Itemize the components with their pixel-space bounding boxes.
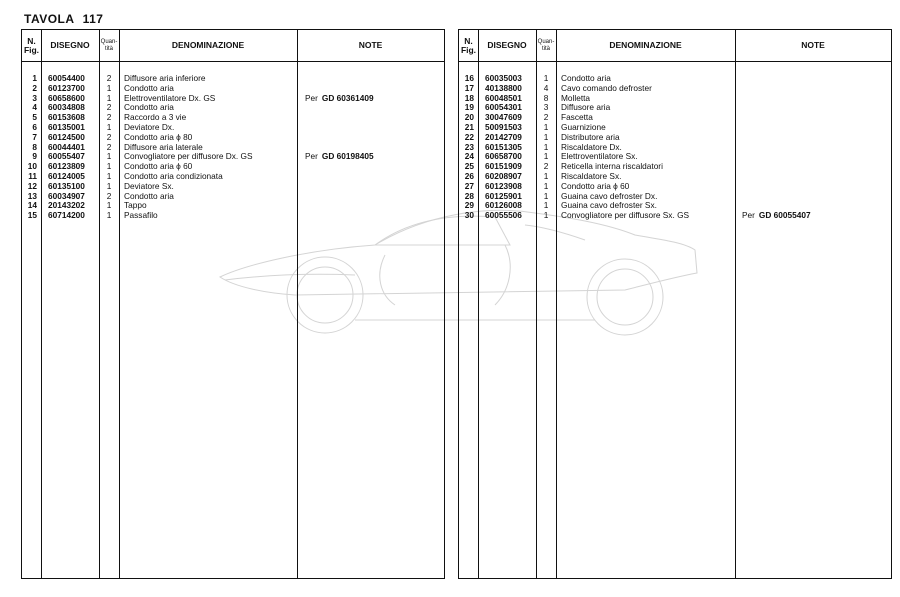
table-row: [459, 172, 891, 182]
description: Riscaldatore Dx.: [561, 141, 622, 152]
quantity: 2: [543, 161, 549, 172]
fig-number: 12: [27, 180, 37, 191]
part-number: 30047609: [485, 112, 522, 123]
quantity: 2: [106, 73, 112, 83]
quantity: 1: [543, 170, 549, 181]
description: Fascetta: [561, 112, 593, 123]
table-row: [459, 74, 891, 84]
description: Tappo: [124, 200, 147, 211]
fig-number: 17: [464, 82, 474, 93]
quantity: 4: [543, 82, 549, 93]
page-title: [24, 12, 103, 26]
header-denominazione: DENOMINAZIONE: [609, 40, 682, 50]
quantity: 2: [106, 131, 112, 142]
part-number: 60151305: [485, 141, 522, 152]
header-quantita: Quan- tità: [537, 38, 555, 52]
description: Deviatore Dx.: [124, 121, 175, 132]
header-note: NOTE: [801, 40, 825, 50]
part-number: 60658600: [48, 92, 85, 103]
part-number: 60123908: [485, 180, 522, 191]
fig-number: 14: [27, 200, 37, 211]
description: Condotto aria ϕ 60: [561, 180, 630, 191]
table-row: [459, 162, 891, 172]
description: Condotto aria condizionata: [124, 170, 223, 181]
quantity: 1: [106, 170, 112, 181]
table-row: [459, 211, 891, 221]
part-number: 60044401: [48, 141, 85, 152]
quantity: 3: [543, 102, 549, 113]
table-row: [22, 74, 444, 84]
part-number: 40138800: [485, 82, 522, 93]
rows-right: [459, 74, 891, 221]
table-row: [22, 201, 444, 211]
table-row: [459, 133, 891, 143]
description: Riscaldatore Sx.: [561, 170, 622, 181]
fig-number: 24: [464, 151, 474, 162]
quantity: 2: [106, 141, 112, 152]
header-note: NOTE: [358, 40, 383, 50]
quantity: 1: [106, 121, 112, 132]
description: Condotto aria: [124, 190, 174, 201]
part-number: 60054301: [485, 102, 522, 113]
quantity: 1: [543, 190, 549, 201]
part-number: 60151909: [485, 161, 522, 172]
description: Diffusore aria inferiore: [124, 73, 206, 83]
fig-number: 16: [464, 73, 474, 83]
part-number: 60124500: [48, 131, 85, 142]
quantity: 1: [543, 210, 549, 221]
note-prefix: Per: [742, 210, 755, 221]
title-number: 117: [82, 12, 104, 26]
header-n-fig: N. Fig.: [460, 35, 477, 55]
fig-number: 5: [32, 112, 37, 123]
fig-number: 30: [464, 210, 474, 221]
table-row: [459, 152, 891, 162]
description: Cavo comando defroster: [561, 82, 652, 93]
description: Diffusore aria: [561, 102, 611, 113]
description: Elettroventilatore Sx.: [561, 151, 638, 162]
description: Convogliatore per diffusore Sx. GS: [561, 210, 690, 221]
table-row: [22, 192, 444, 202]
header-denominazione: DENOMINAZIONE: [171, 40, 245, 50]
quantity: 1: [543, 73, 549, 83]
table-row: [22, 162, 444, 172]
note-code: GD 60361409: [321, 92, 374, 103]
note: [742, 211, 811, 221]
header-n-fig: N. Fig.: [23, 35, 40, 55]
part-number: 60135001: [48, 121, 85, 132]
description: Diffusore aria laterale: [124, 141, 203, 152]
fig-number: 29: [464, 200, 474, 211]
part-number: 60123809: [48, 161, 85, 172]
part-number: 60034808: [48, 102, 85, 113]
quantity: 1: [543, 121, 549, 132]
fig-number: 1: [32, 73, 37, 83]
header-disegno: DISEGNO: [50, 40, 90, 50]
part-number: 60035003: [485, 73, 522, 83]
table-row: [459, 113, 891, 123]
fig-number: 8: [32, 141, 37, 152]
fig-number: 21: [464, 121, 474, 132]
description: Deviatore Sx.: [124, 180, 174, 191]
description: Condotto aria ϕ 60: [124, 161, 193, 172]
note: [305, 94, 374, 104]
fig-number: 6: [32, 121, 37, 132]
part-number: 20143202: [48, 200, 85, 211]
table-row: [22, 152, 444, 162]
part-number: 50091503: [485, 121, 522, 132]
fig-number: 10: [27, 161, 37, 172]
table-row: [22, 133, 444, 143]
parts-table-left: [21, 29, 445, 579]
part-number: 60126008: [485, 200, 522, 211]
table-row: [459, 103, 891, 113]
fig-number: 18: [464, 92, 474, 103]
quantity: 1: [106, 151, 112, 162]
fig-number: 20: [464, 112, 474, 123]
part-number: 60124005: [48, 170, 85, 181]
part-number: 60054400: [48, 73, 85, 83]
table-row: [22, 113, 444, 123]
quantity: 1: [106, 82, 112, 93]
table-row: [22, 94, 444, 104]
quantity: 1: [543, 180, 549, 191]
description: Convogliatore per diffusore Dx. GS: [124, 151, 253, 162]
table-row: [459, 84, 891, 94]
description: Condotto aria: [561, 73, 611, 83]
description: Condotto aria: [124, 102, 174, 113]
fig-number: 15: [27, 210, 37, 221]
quantity: 1: [543, 200, 549, 211]
fig-number: 26: [464, 170, 474, 181]
note: [305, 152, 374, 162]
quantity: 1: [543, 151, 549, 162]
rows-left: [22, 74, 444, 221]
table-row: [22, 182, 444, 192]
part-number: 60153608: [48, 112, 85, 123]
description: Guaina cavo defroster Dx.: [561, 190, 658, 201]
part-number: 60034907: [48, 190, 85, 201]
description: Guarnizione: [561, 121, 606, 132]
quantity: 1: [106, 92, 112, 103]
part-number: 60055506: [485, 210, 522, 221]
fig-number: 2: [32, 82, 37, 93]
table-row: [22, 172, 444, 182]
quantity: 1: [543, 141, 549, 152]
part-number: 60055407: [48, 151, 85, 162]
fig-number: 19: [464, 102, 474, 113]
fig-number: 11: [28, 170, 37, 181]
table-row: [22, 211, 444, 221]
quantity: 1: [106, 161, 112, 172]
quantity: 1: [543, 131, 549, 142]
fig-number: 22: [464, 131, 474, 142]
description: Elettroventilatore Dx. GS: [124, 92, 216, 103]
description: Condotto aria ϕ 80: [124, 131, 193, 142]
fig-number: 28: [464, 190, 474, 201]
table-row: [459, 192, 891, 202]
fig-number: 7: [32, 131, 37, 142]
parts-table-right: [458, 29, 892, 579]
fig-number: 4: [32, 102, 37, 113]
table-row: [459, 123, 891, 133]
part-number: 60123700: [48, 82, 85, 93]
description: Passafilo: [124, 210, 158, 221]
table-row: [22, 103, 444, 113]
note-prefix: Per: [305, 92, 318, 103]
description: Distributore aria: [561, 131, 620, 142]
description: Reticella interna riscaldatori: [561, 161, 663, 172]
part-number: 60135100: [48, 180, 85, 191]
header-disegno: DISEGNO: [487, 40, 527, 50]
table-row: [22, 84, 444, 94]
quantity: 2: [106, 112, 112, 123]
quantity: 1: [106, 200, 112, 211]
table-row: [459, 143, 891, 153]
description: Raccordo a 3 vie: [124, 112, 187, 123]
part-number: 20142709: [485, 131, 522, 142]
part-number: 60208907: [485, 170, 522, 181]
note-code: GD 60055407: [758, 210, 811, 221]
header-quantita: Quan- tità: [100, 38, 118, 52]
part-number: 60714200: [48, 210, 85, 221]
fig-number: 9: [32, 151, 37, 162]
table-row: [22, 123, 444, 133]
quantity: 1: [106, 180, 112, 191]
description: Molletta: [561, 92, 591, 103]
note-code: GD 60198405: [321, 151, 374, 162]
table-row: [459, 182, 891, 192]
title-label: TAVOLA: [24, 12, 75, 26]
description: Guaina cavo defroster Sx.: [561, 200, 657, 211]
part-number: 60048501: [485, 92, 522, 103]
fig-number: 23: [464, 141, 474, 152]
quantity: 8: [543, 92, 549, 103]
quantity: 2: [106, 190, 112, 201]
note-prefix: Per: [305, 151, 318, 162]
table-row: [459, 94, 891, 104]
quantity: 1: [106, 210, 112, 221]
part-number: 60658700: [485, 151, 522, 162]
quantity: 2: [543, 112, 549, 123]
fig-number: 3: [32, 92, 37, 103]
part-number: 60125901: [485, 190, 522, 201]
fig-number: 25: [464, 161, 474, 172]
fig-number: 13: [27, 190, 37, 201]
fig-number: 27: [464, 180, 474, 191]
quantity: 2: [106, 102, 112, 113]
description: Condotto aria: [124, 82, 174, 93]
